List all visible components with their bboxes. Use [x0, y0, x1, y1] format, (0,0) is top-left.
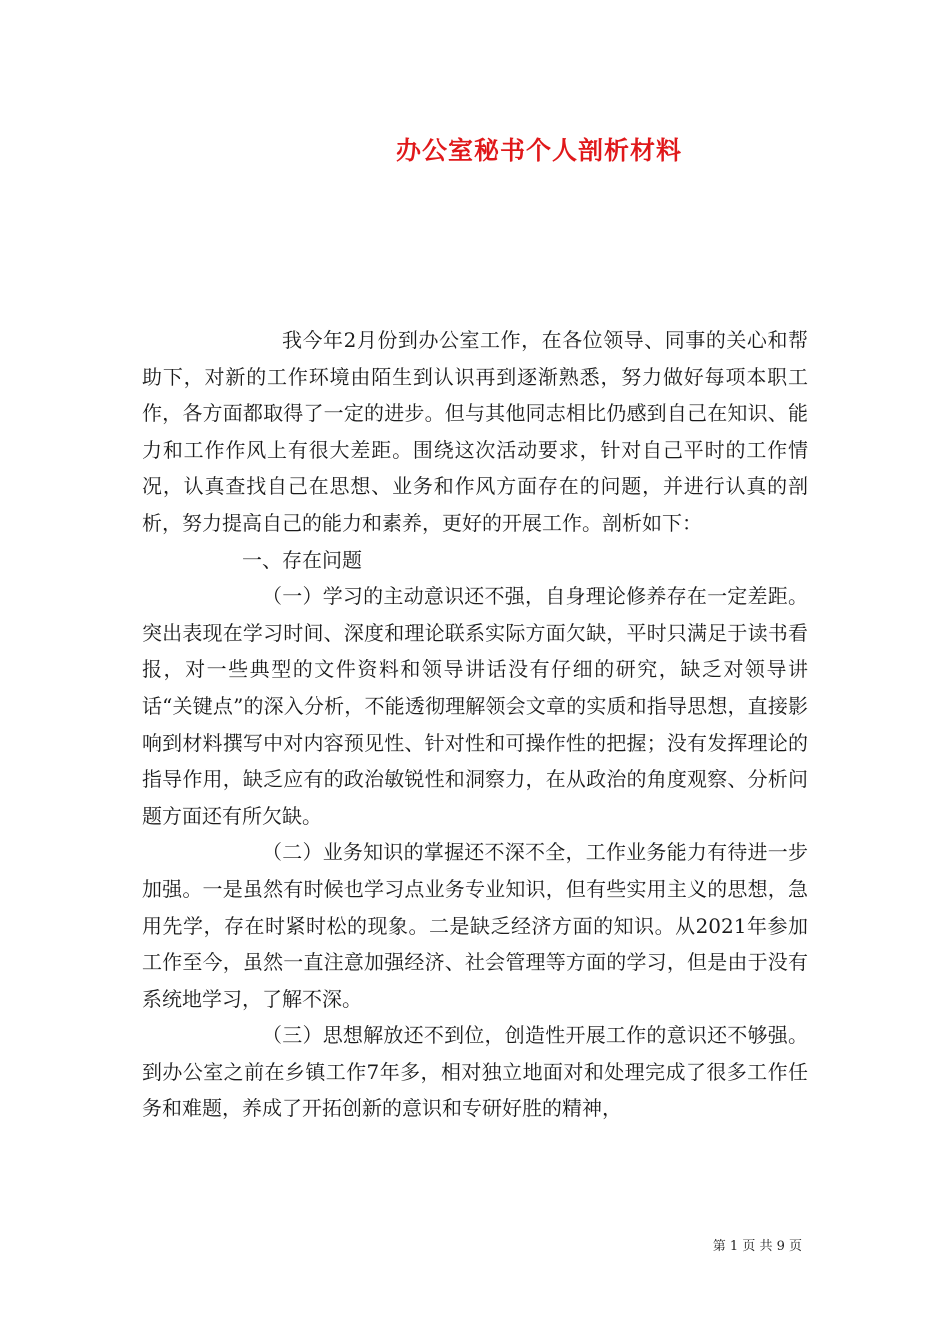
- page-number-footer: 第 1 页 共 9 页: [712, 1239, 802, 1254]
- paragraph-problem-3: （三）思想解放还不到位，创造性开展工作的意识还不够强。到办公室之前在乡镇工作7年多，相对独立地面对和处理完成了很多工作任务和难题，养成了开拓创新的意识和专研好胜的精神，: [142, 1023, 808, 1121]
- paragraph-problem-2: （二）业务知识的掌握还不深不全，工作业务能力有待进一步加强。一是虽然有时候也学习点业务专业知识，但有些实用主义的思想，急用先学，存在时紧时松的现象。二是缺乏经济方面的知识。从2021年参加工作至今，虽然一直注意加强经济、社会管理等方面的学习，但是由于没有系统地学习，了解不深。: [142, 840, 808, 1011]
- paragraph-intro: 我今年2月份到办公室工作，在各位领导、同事的关心和帮助下，对新的工作环境由陌生到认识再到逐渐熟悉，努力做好每项本职工作，各方面都取得了一定的进步。但与其他同志相比仍感到自己在知识、能力和工作作风上有很大差距。围绕这次活动要求，针对自己平时的工作情况，认真查找自己在思想、业务和作风方面存在的问题，并进行认真的剖析，努力提高自己的能力和素养，更好的开展工作。剖析如下：: [142, 328, 808, 535]
- document-title: 办公室秘书个人剖析材料: [395, 136, 682, 165]
- document-body: [142, 322, 808, 1127]
- paragraph-problem-1: （一）学习的主动意识还不强，自身理论修养存在一定差距。突出表现在学习时间、深度和理论联系实际方面欠缺，平时只满足于读书看报，对一些典型的文件资料和领导讲话没有仔细的研究，缺乏对领导讲话“关键点”的深入分析，不能透彻理解领会文章的实质和指导思想，直接影响到材料撰写中对内容预见性、针对性和可操作性的把握；没有发挥理论的指导作用，缺乏应有的政治敏锐性和洞察力，在从政治的角度观察、分析问题方面还有所欠缺。: [142, 584, 808, 828]
- section-heading-problems: 一、存在问题: [242, 547, 362, 572]
